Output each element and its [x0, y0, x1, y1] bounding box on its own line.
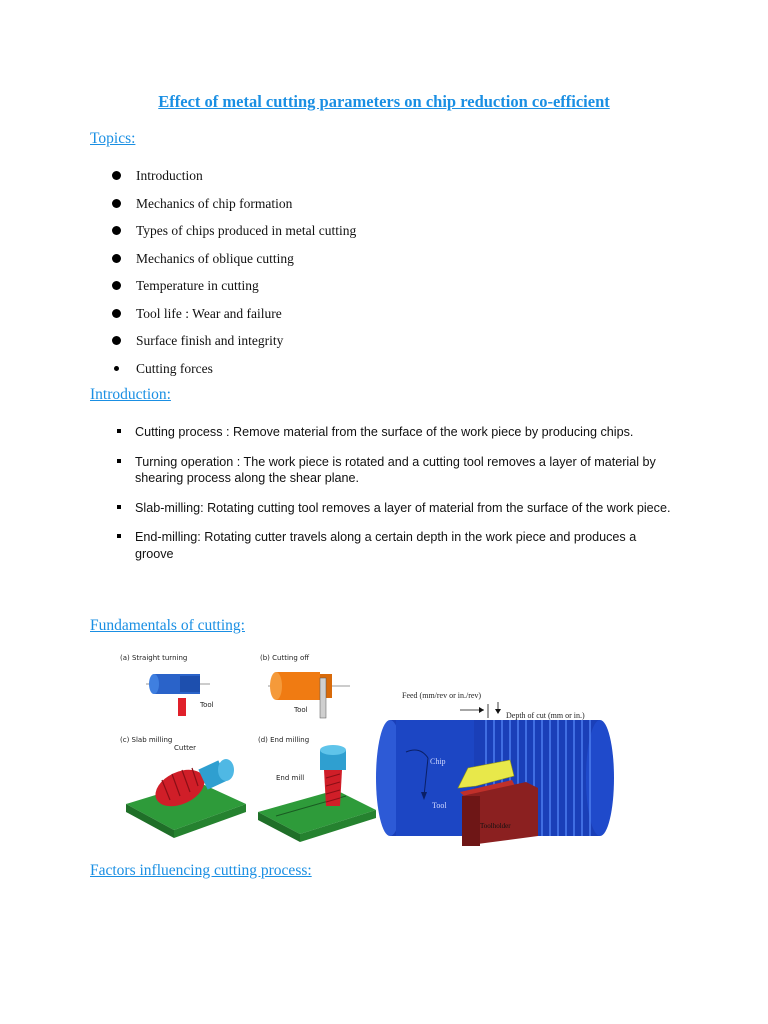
list-item: Slab-milling: Rotating cutting tool removes a layer of material from the surface of the work piece.: [116, 500, 676, 517]
depth-of-cut-label: Depth of cut (mm or in.): [506, 711, 585, 720]
list-item: Mechanics of oblique cutting: [112, 249, 356, 277]
bullet-icon: [112, 199, 121, 208]
tool-label: Tool: [200, 701, 214, 709]
bullet-icon: [112, 309, 121, 318]
list-item: Surface finish and integrity: [112, 331, 356, 359]
list-item: Cutting forces: [112, 359, 356, 387]
introduction-heading: Introduction:: [90, 386, 171, 403]
panel-a-caption: (a) Straight turning: [120, 654, 188, 662]
list-item: End-milling: Rotating cutter travels along a certain depth in the work piece and produces a groove: [116, 529, 676, 562]
introduction-list: [116, 424, 676, 575]
list-item: Tool life : Wear and failure: [112, 304, 356, 332]
bullet-icon: [114, 366, 119, 371]
straight-turning-illustration: [118, 650, 238, 720]
topics-list: [112, 166, 356, 386]
tool-label: Tool: [432, 801, 447, 810]
panel-b-caption: (b) Cutting off: [260, 654, 310, 662]
cutter-label: Cutter: [174, 744, 196, 752]
list-item: Mechanics of chip formation: [112, 194, 356, 222]
cutting-off-illustration: [258, 650, 388, 720]
bullet-icon: [117, 505, 121, 509]
cutting-operations-figure: [118, 650, 648, 850]
topics-heading: Topics:: [90, 130, 136, 147]
bullet-icon: [112, 226, 121, 235]
list-item: Introduction: [112, 166, 356, 194]
bullet-icon: [112, 336, 121, 345]
list-item: Cutting process : Remove material from the surface of the work piece by producing chips.: [116, 424, 676, 441]
bullet-icon: [112, 254, 121, 263]
toolholder-label: Toolholder: [480, 822, 511, 830]
end-milling-illustration: [256, 734, 386, 844]
slab-milling-illustration: [118, 734, 248, 844]
end-mill-label: End mill: [276, 774, 305, 782]
bullet-icon: [117, 429, 121, 433]
bullet-icon: [117, 459, 121, 463]
fundamentals-heading: Fundamentals of cutting:: [90, 617, 245, 634]
list-item: Temperature in cutting: [112, 276, 356, 304]
feed-label: Feed (mm/rev or in./rev): [402, 691, 482, 700]
bullet-icon: [117, 534, 121, 538]
tool-label: Tool: [294, 706, 308, 714]
panel-d-caption: (d) End milling: [258, 736, 310, 744]
list-item: Turning operation : The work piece is rotated and a cutting tool removes a layer of material by shearing process along the shear plane.: [116, 454, 676, 487]
bullet-icon: [112, 171, 121, 180]
turning-operation-illustration: [376, 686, 648, 850]
panel-c-caption: (c) Slab milling: [120, 736, 173, 744]
factors-heading: Factors influencing cutting process:: [90, 862, 312, 879]
bullet-icon: [112, 281, 121, 290]
chip-label: Chip: [430, 757, 446, 766]
document-title: Effect of metal cutting parameters on chip reduction co-efficient: [158, 92, 610, 111]
list-item: Types of chips produced in metal cutting: [112, 221, 356, 249]
